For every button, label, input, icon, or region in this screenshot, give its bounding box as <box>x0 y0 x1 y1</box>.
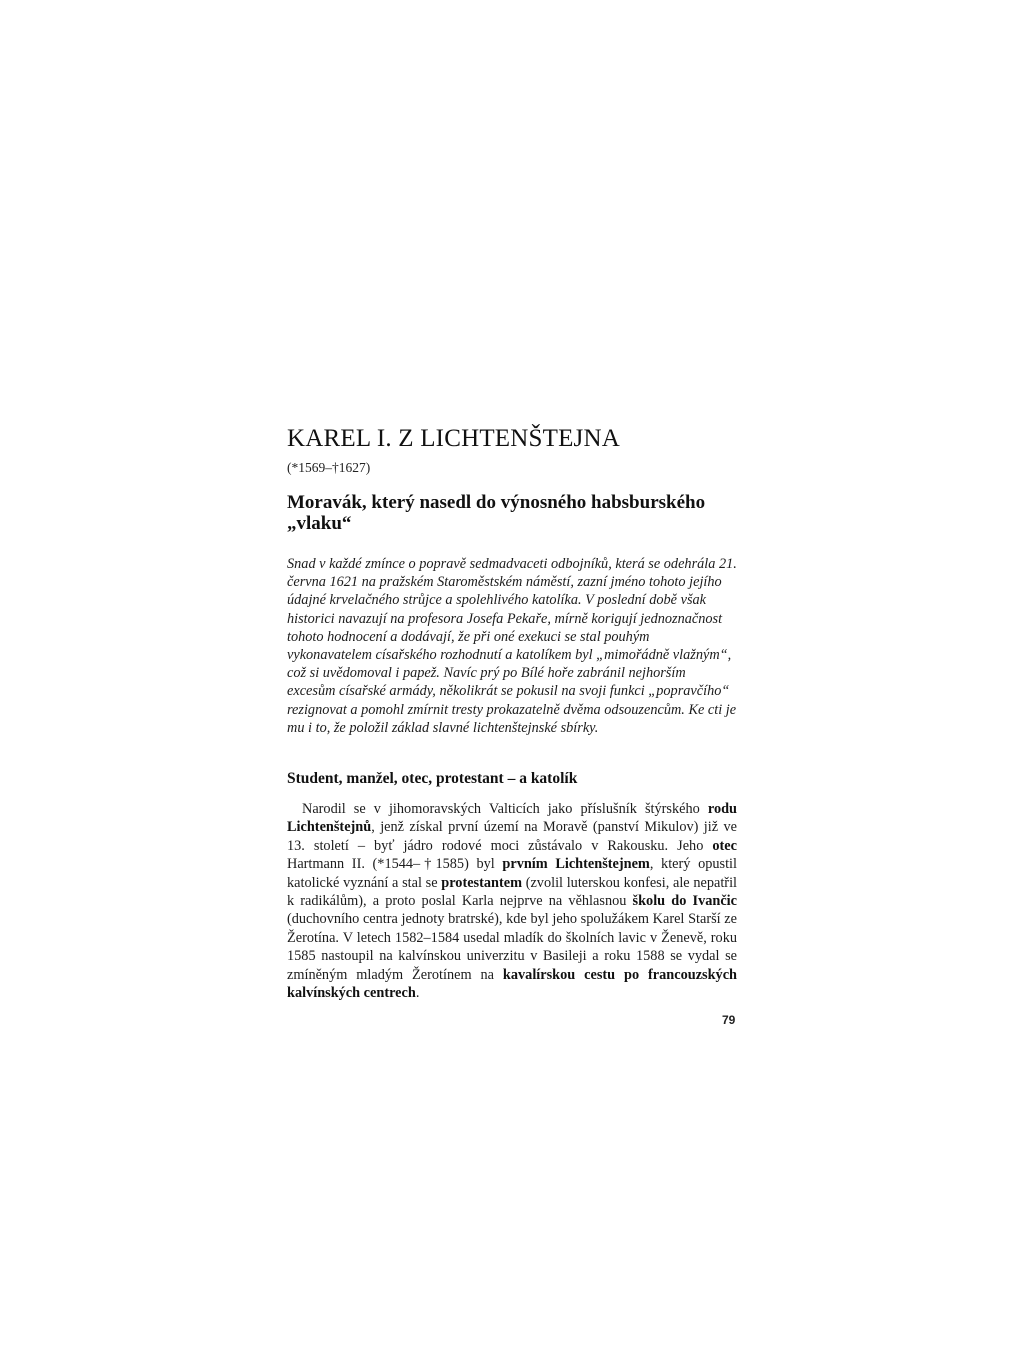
intro-paragraph: Snad v každé zmínce o popravě sedmadvaceti odbojníků, která se odehrála 21. června 1621 na pražském Staroměstském náměstí, zazní jméno tohoto jejího údajné krvelačného strůjce a spolehlivého katolíka. V poslední době však historici navazují na profesora Josefa Pekaře, mírně korigují jednoznačnost tohoto hodnocení a dodávají, že při oné exekuci se stal pouhým vykonavatelem císařského rozhodnutí a katolíkem byl „mimořádně vlažným“, což si uvědomoval i papež. Navíc prý po Bílé hoře zabránil nejhorším excesům císařské armády, několikrát se pokusil na svoji funkci „popravčího“ rezignovat a pomohl zmírnit tresty prokazatelně dvěma odsouzencům. Ke cti je mu i to, že položil základ slavné lichtenštejnské sbírky. <box>287 556 737 736</box>
emphasis-school: školu do Ivančic <box>632 893 738 910</box>
emphasis-first-lichtenstein: prvním Lichtenštejnem <box>502 856 650 873</box>
emphasis-father: otec <box>712 837 737 854</box>
chapter-title: KAREL I. Z LICHTENŠTEJNA <box>287 425 620 452</box>
emphasis-family: rodu Lichtenštejnů <box>287 801 737 836</box>
section-heading: Student, manžel, otec, protestant – a katolík <box>287 770 578 788</box>
body-text-segment: (duchovního centra jednoty bratrské), kde byl jeho spolužákem Karel Starší ze Žerotína. V letech 1582–1584 usedal mladík do školních lavic v Ženevě, roku 1585 nastoupil na kalvínskou univerzitu v Basileji a roku 1588 se vydal se zmíněným mladým Žerotínem na <box>287 911 737 983</box>
body-text-segment: Hartmann II. (*1544–†1585) byl <box>287 856 503 873</box>
body-text-segment: , který opustil katolické vyznání a stal se <box>287 856 738 891</box>
body-text-segment: . <box>415 985 420 1002</box>
page-content <box>287 424 737 1017</box>
page-number: 79 <box>722 1013 736 1027</box>
chapter-subtitle: Moravák, který nasedl do výnosného habsburského „vlaku“ <box>287 492 706 534</box>
body-text-segment: , jenž získal první území na Moravě (panství Mikulov) již ve 13. století – byť jádro rodové moci zůstávalo v Rakousku. Jeho <box>287 819 737 854</box>
body-text-segment: Narodil se v jihomoravských Valticích jako příslušník štýrského <box>302 801 708 818</box>
life-dates: (*1569–†1627) <box>287 460 371 475</box>
emphasis-protestant: protestantem <box>441 874 522 891</box>
body-text-segment: (zvolil luterskou konfesi, ale nepatřil k radikálům), a proto poslal Karla nejprve na věhlasnou <box>287 874 738 910</box>
body-paragraph <box>287 800 737 1002</box>
emphasis-journey: kavalírskou cestu po francouzských kalvínských centrech <box>287 966 737 1002</box>
